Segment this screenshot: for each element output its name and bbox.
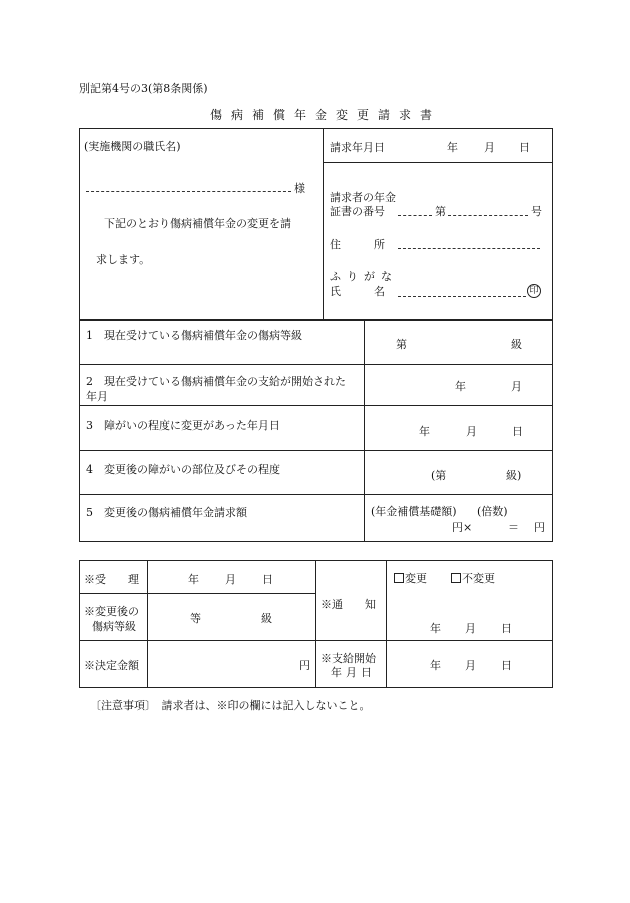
received-label: ※受 理 [84,573,139,586]
item-1-dai[interactable]: 第 [396,338,407,351]
start-month[interactable]: 月 [465,659,476,672]
received-year[interactable]: 年 [188,573,199,586]
sama-label: 様 [294,182,305,195]
item-3-month[interactable]: 月 [466,425,477,438]
start-year[interactable]: 年 [430,659,441,672]
address-label: 住 所 [330,238,385,251]
request-date-month[interactable]: 月 [484,141,495,154]
items-divider-vertical [364,320,365,542]
amount-yen[interactable]: 円 [299,659,310,672]
grade-label-line2: 傷病等級 [92,620,136,633]
item-2-label-line1: 2 現在受けている傷病補償年金の支給が開始された [86,375,346,388]
checkbox-icon [451,573,461,583]
notice-month[interactable]: 月 [465,622,476,635]
item-4-dai[interactable]: (第 [431,469,447,482]
top-divider-vertical [323,128,324,320]
item-2-label-line2: 年月 [86,390,108,403]
notice-year[interactable]: 年 [430,622,441,635]
notice-day[interactable]: 日 [501,622,512,635]
item-3-label: 3 障がいの程度に変更があった年月日 [86,419,280,432]
item-1-kyu[interactable]: 級 [511,338,522,351]
start-day[interactable]: 日 [501,659,512,672]
office-v-1 [147,560,148,688]
notice-label: ※通 知 [321,598,376,611]
address-line[interactable] [398,248,540,249]
document-title: 傷病補償年金変更請求書 [210,108,442,122]
grade-label-line1: ※変更後の [84,605,139,618]
fuhenko-checkbox[interactable]: 不変更 [451,570,495,586]
furigana-label: ふりがな [330,270,398,283]
received-month[interactable]: 月 [225,573,236,586]
request-text-line1: 下記のとおり傷病補償年金の変更を請 [104,217,291,230]
cert-number-line[interactable] [448,215,528,216]
items-row-sep-1 [79,364,553,365]
grade-to[interactable]: 等 [190,612,201,625]
office-h-2 [79,640,553,641]
item-5-multiplier-label: (倍数) [477,505,508,518]
items-row-sep-4 [79,494,553,495]
item-4-kyu[interactable]: 級) [506,469,522,482]
request-date-year[interactable]: 年 [447,141,458,154]
cert-label-line1: 請求者の年金 [330,191,396,204]
start-label-line1: ※支給開始 [321,652,376,665]
item-3-year[interactable]: 年 [419,425,430,438]
item-2-month[interactable]: 月 [511,380,522,393]
grade-kyu[interactable]: 級 [261,612,272,625]
agency-name-line[interactable] [86,191,291,192]
request-date-day[interactable]: 日 [519,141,530,154]
item-2-year[interactable]: 年 [455,380,466,393]
start-label-line2: 年月日 [331,666,376,679]
item-3-day[interactable]: 日 [512,425,523,438]
office-v-3 [386,560,387,688]
items-row-sep-2 [79,405,553,406]
seal-stamp-icon: 印 [527,283,541,298]
top-divider-horizontal [323,162,553,163]
office-h-1 [79,593,315,594]
items-row-sep-3 [79,450,553,451]
item-4-label: 4 変更後の障がいの部位及びその程度 [86,463,280,476]
form-number: 別記第4号の3(第8条関係) [79,82,208,95]
item-5-equals: ＝ [508,521,519,534]
cert-go: 号 [531,205,542,218]
agency-label: (実施機関の職氏名) [84,140,181,153]
item-5-yen[interactable]: 円 [534,521,545,534]
note-text: 〔注意事項〕 請求者は、※印の欄には記入しないこと。 [90,699,371,712]
checkbox-icon [394,573,404,583]
item-1-label: 1 現在受けている傷病補償年金の傷病等級 [86,329,302,342]
item-5-base-label: (年金補償基礎額) [371,505,457,518]
cert-label-line2: 証書の番号 [330,205,385,218]
name-line[interactable] [398,296,526,297]
office-v-2 [315,560,316,688]
item-5-yen-times[interactable]: 円× [452,521,473,534]
cert-dai: 第 [435,205,446,218]
amount-label: ※決定金額 [84,659,139,672]
item-5-label: 5 変更後の傷病補償年金請求額 [86,506,247,519]
received-day[interactable]: 日 [262,573,273,586]
request-date-label: 請求年月日 [330,141,385,154]
name-label: 氏 名 [330,285,385,298]
henko-checkbox[interactable]: 変更 [394,570,427,586]
request-text-line2: 求します。 [96,253,151,266]
cert-line-1[interactable] [398,215,432,216]
